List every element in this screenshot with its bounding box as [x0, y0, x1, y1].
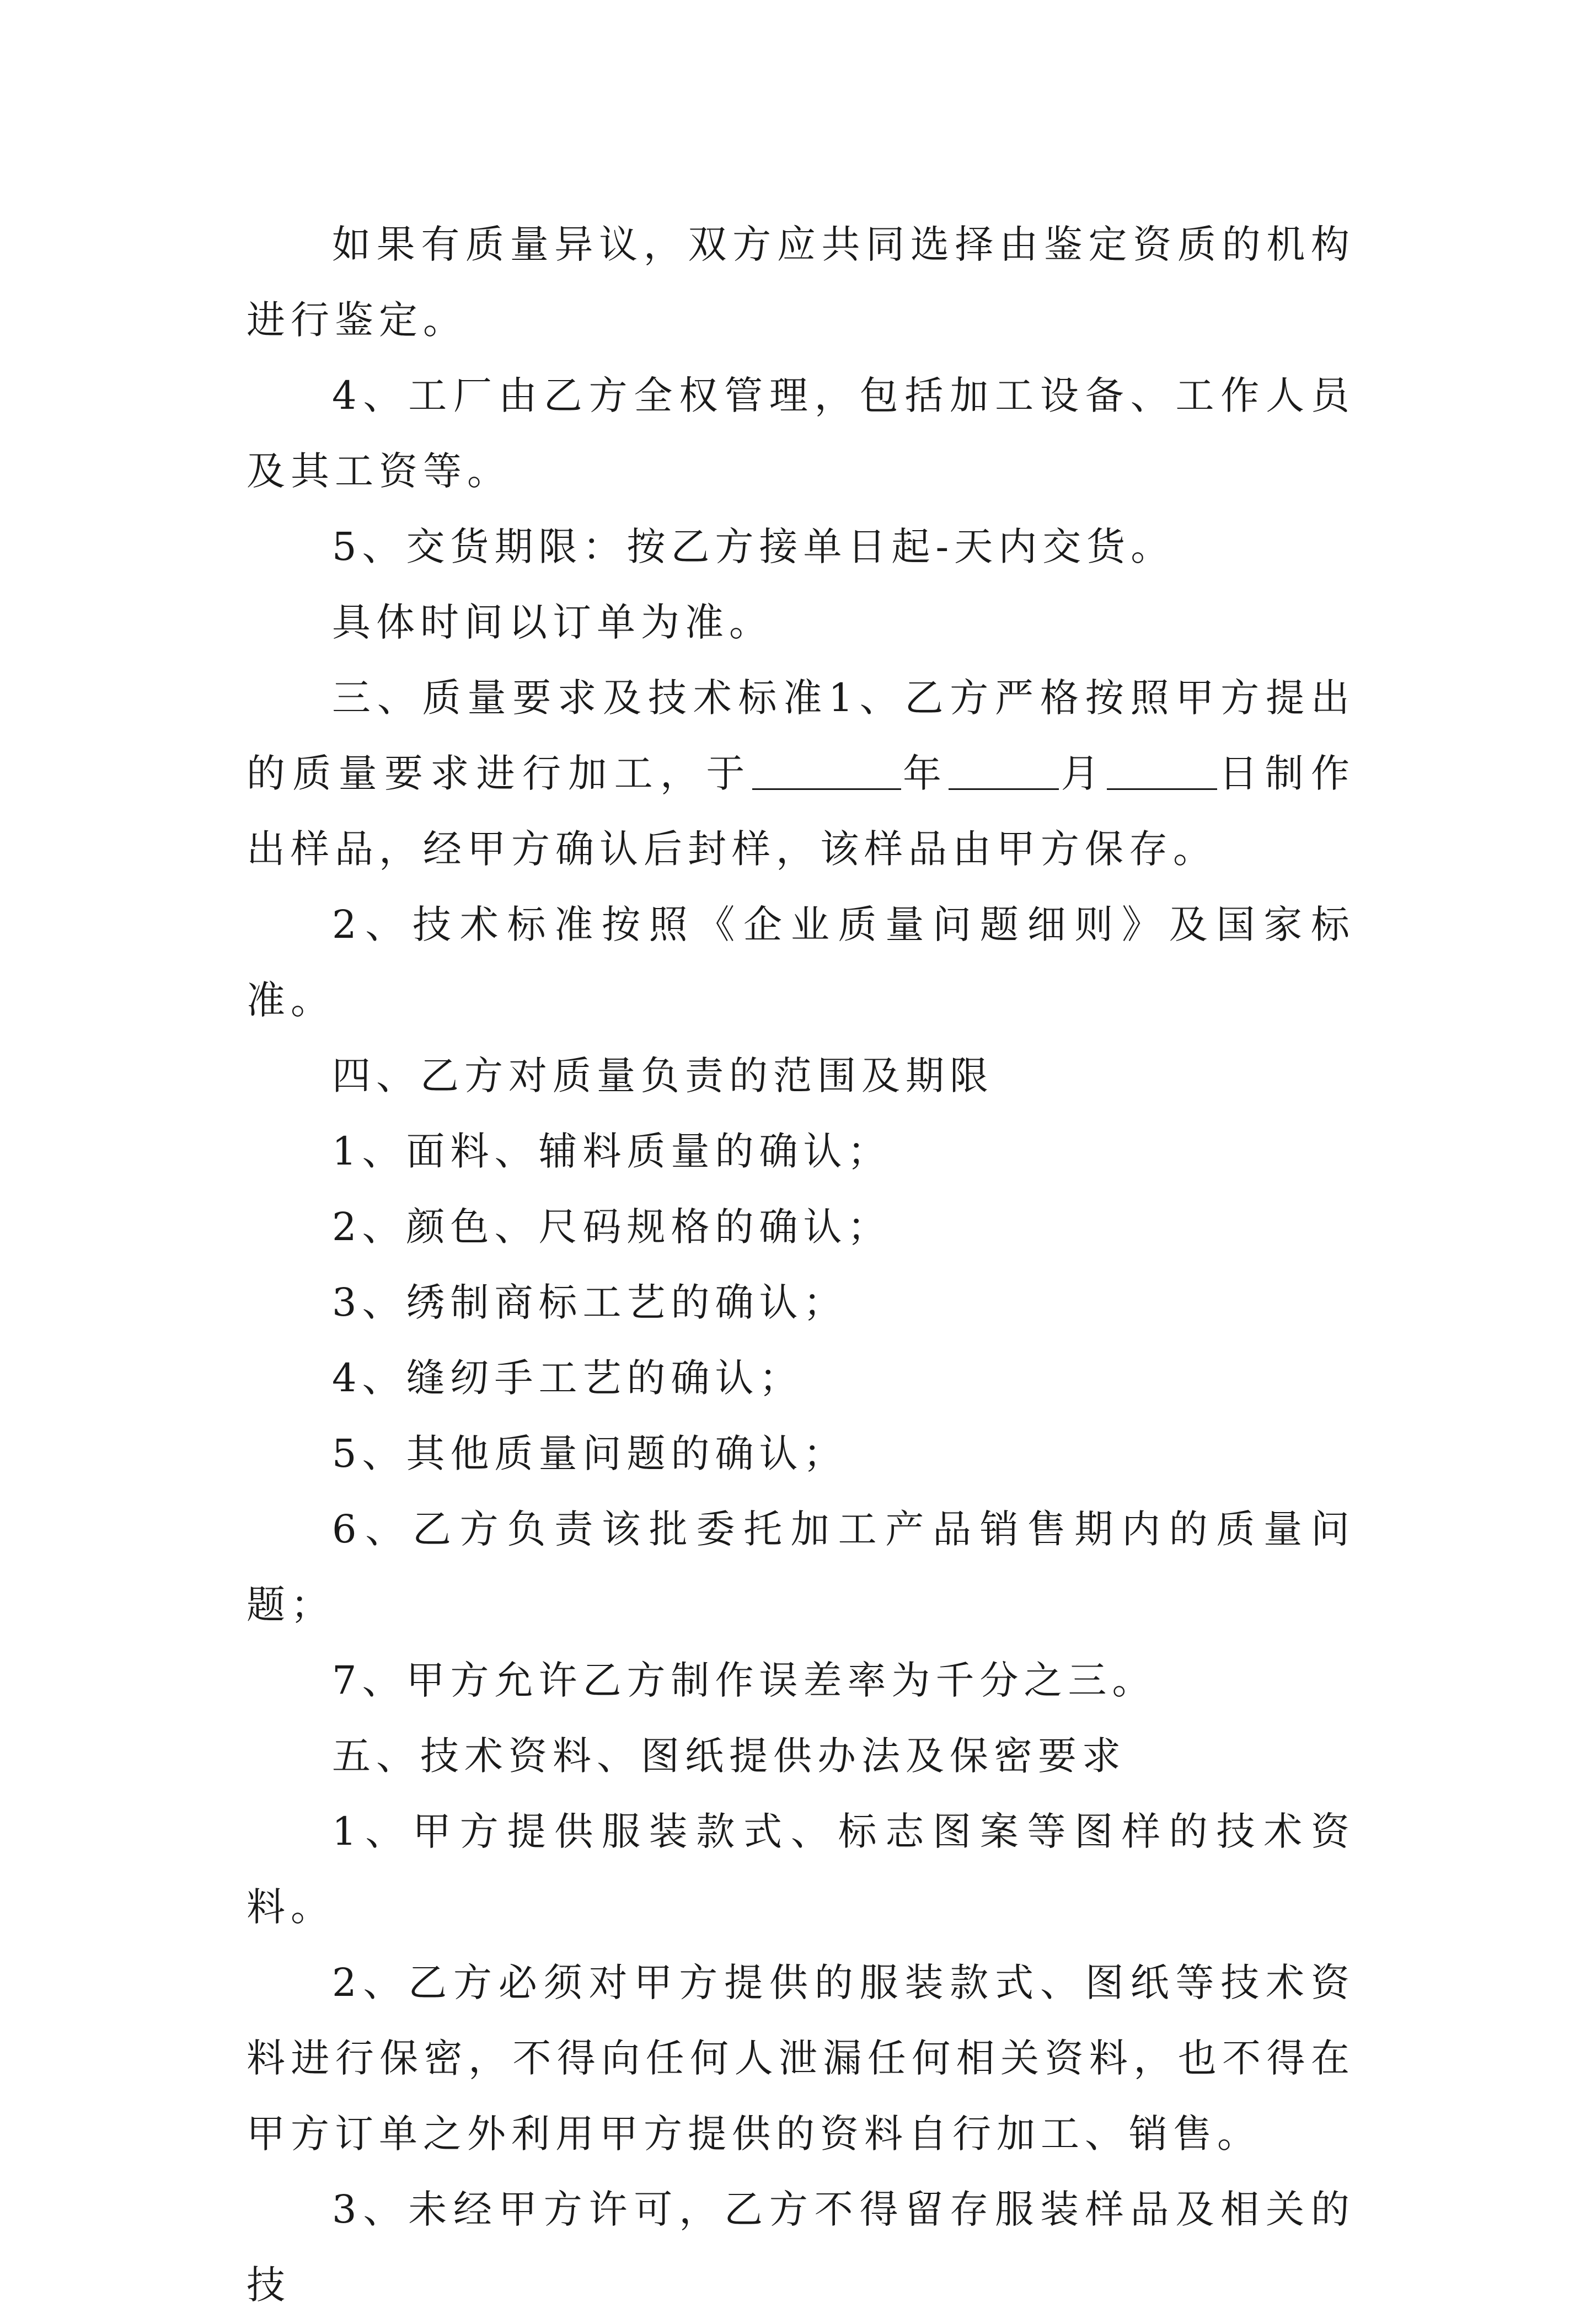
list-item-sales-period: 6、乙方负责该批委托加工产品销售期内的质量问题；	[247, 1507, 1355, 1627]
paragraph-delivery-time: 具体时间以订单为准。	[332, 600, 773, 645]
quality-text-part2: 日制作出样品，经甲方确认后封样，该样品由甲方保存。	[247, 751, 1356, 872]
year-blank	[752, 750, 901, 790]
list-item-sample-retention: 3、未经甲方许可，乙方不得留存服装样品及相关的技	[247, 2187, 1355, 2308]
month-label: 月	[1059, 751, 1107, 796]
list-item-sewing: 4、缝纫手工艺的确认；	[332, 1355, 804, 1401]
list-item-embroidery: 3、绣制商标工艺的确认；	[332, 1280, 848, 1325]
section-heading-technical-data: 五、技术资料、图纸提供办法及保密要求	[332, 1733, 1126, 1779]
quality-text-part1: 三、质量要求及技术标准1、乙方严格按照甲方提出的质量要求进行加工，于	[247, 675, 1355, 796]
list-item-fabric: 1、面料、辅料质量的确认；	[332, 1129, 892, 1174]
paragraph-delivery-term: 5、交货期限：按乙方接单日起-天内交货。	[332, 524, 1175, 569]
paragraph-technical-standard: 2、技术标准按照《企业质量问题细则》及国家标准。	[247, 902, 1355, 1023]
list-item-error-rate: 7、甲方允许乙方制作误差率为千分之三。	[332, 1658, 1156, 1703]
day-blank	[1107, 750, 1217, 790]
list-item-provide-data: 1、甲方提供服装款式、标志图案等图样的技术资料。	[247, 1809, 1355, 1930]
section-heading-quality-scope: 四、乙方对质量负责的范围及期限	[332, 1053, 994, 1098]
paragraph-quality-standards	[247, 660, 1355, 887]
month-blank	[949, 750, 1059, 790]
paragraph-quality-dispute: 如果有质量异议，双方应共同选择由鉴定资质的机构进行鉴定。	[247, 222, 1355, 343]
year-label: 年	[901, 751, 949, 796]
document-body	[247, 207, 1355, 2323]
list-item-other-quality: 5、其他质量问题的确认；	[332, 1431, 848, 1476]
list-item-color-size: 2、颜色、尺码规格的确认；	[332, 1204, 892, 1249]
list-item-confidentiality: 2、乙方必须对甲方提供的服装款式、图纸等技术资料进行保密，不得向任何人泄漏任何相关资料，也不得在甲方订单之外利用甲方提供的资料自行加工、销售。	[247, 1960, 1355, 2156]
paragraph-factory-management: 4、工厂由乙方全权管理，包括加工设备、工作人员及其工资等。	[247, 373, 1355, 494]
